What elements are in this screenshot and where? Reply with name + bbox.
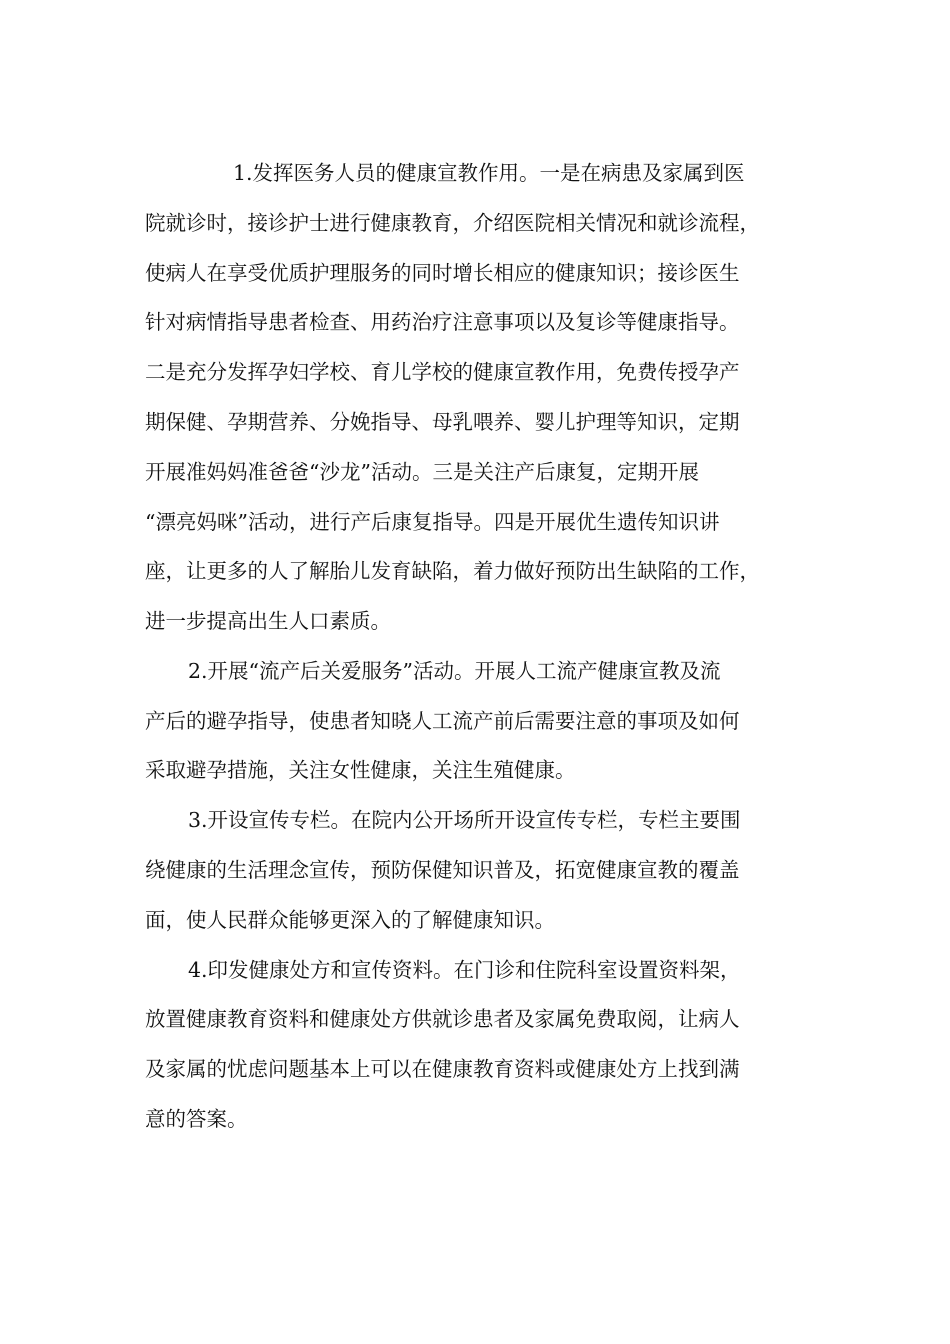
paragraph-1-line-7: 开展准妈妈准爸爸“沙龙”活动。三是关注产后康复，定期开展 bbox=[145, 460, 699, 484]
paragraph-3-line-1: 3.开设宣传专栏。在院内公开场所开设宣传专栏，专栏主要围 bbox=[188, 808, 741, 832]
paragraph-1-line-8: “漂亮妈咪”活动，进行产后康复指导。四是开展优生遗传知识讲 bbox=[145, 510, 720, 534]
paragraph-3-line-2: 绕健康的生活理念宣传，预防保健知识普及，拓宽健康宣教的覆盖 bbox=[145, 858, 740, 882]
paragraph-3-line-3: 面，使人民群众能够更深入的了解健康知识。 bbox=[145, 908, 555, 932]
paragraph-1-line-5: 二是充分发挥孕妇学校、育儿学校的健康宣教作用，免费传授孕产 bbox=[145, 360, 740, 384]
paragraph-2-line-1: 2.开展“流产后关爱服务”活动。开展人工流产健康宣教及流 bbox=[188, 659, 721, 683]
paragraph-2-line-2: 产后的避孕指导，使患者知晓人工流产前后需要注意的事项及如何 bbox=[145, 709, 740, 733]
paragraph-1-line-1: 1.发挥医务人员的健康宣教作用。一是在病患及家属到医 bbox=[233, 161, 745, 185]
paragraph-1-line-6: 期保健、孕期营养、分娩指导、母乳喂养、婴儿护理等知识，定期 bbox=[145, 410, 740, 434]
paragraph-1-line-4: 针对病情指导患者检查、用药治疗注意事项以及复诊等健康指导。 bbox=[145, 310, 740, 334]
paragraph-4-line-2: 放置健康教育资料和健康处方供就诊患者及家属免费取阅，让病人 bbox=[145, 1007, 740, 1031]
paragraph-4-line-3: 及家属的忧虑问题基本上可以在健康教育资料或健康处方上找到满 bbox=[145, 1057, 740, 1081]
paragraph-1-line-9: 座，让更多的人了解胎儿发育缺陷，着力做好预防出生缺陷的工作， bbox=[145, 559, 760, 583]
paragraph-1-line-3: 使病人在享受优质护理服务的同时增长相应的健康知识；接诊医生 bbox=[145, 261, 740, 285]
paragraph-4-line-1: 4.印发健康处方和宣传资料。在门诊和住院科室设置资料架， bbox=[188, 958, 741, 982]
paragraph-1-line-10: 进一步提高出生人口素质。 bbox=[145, 609, 391, 633]
paragraph-2-line-3: 采取避孕措施，关注女性健康，关注生殖健康。 bbox=[145, 758, 576, 782]
paragraph-1-line-2: 院就诊时，接诊护士进行健康教育，介绍医院相关情况和就诊流程， bbox=[145, 211, 760, 235]
paragraph-4-line-4: 意的答案。 bbox=[145, 1107, 248, 1131]
